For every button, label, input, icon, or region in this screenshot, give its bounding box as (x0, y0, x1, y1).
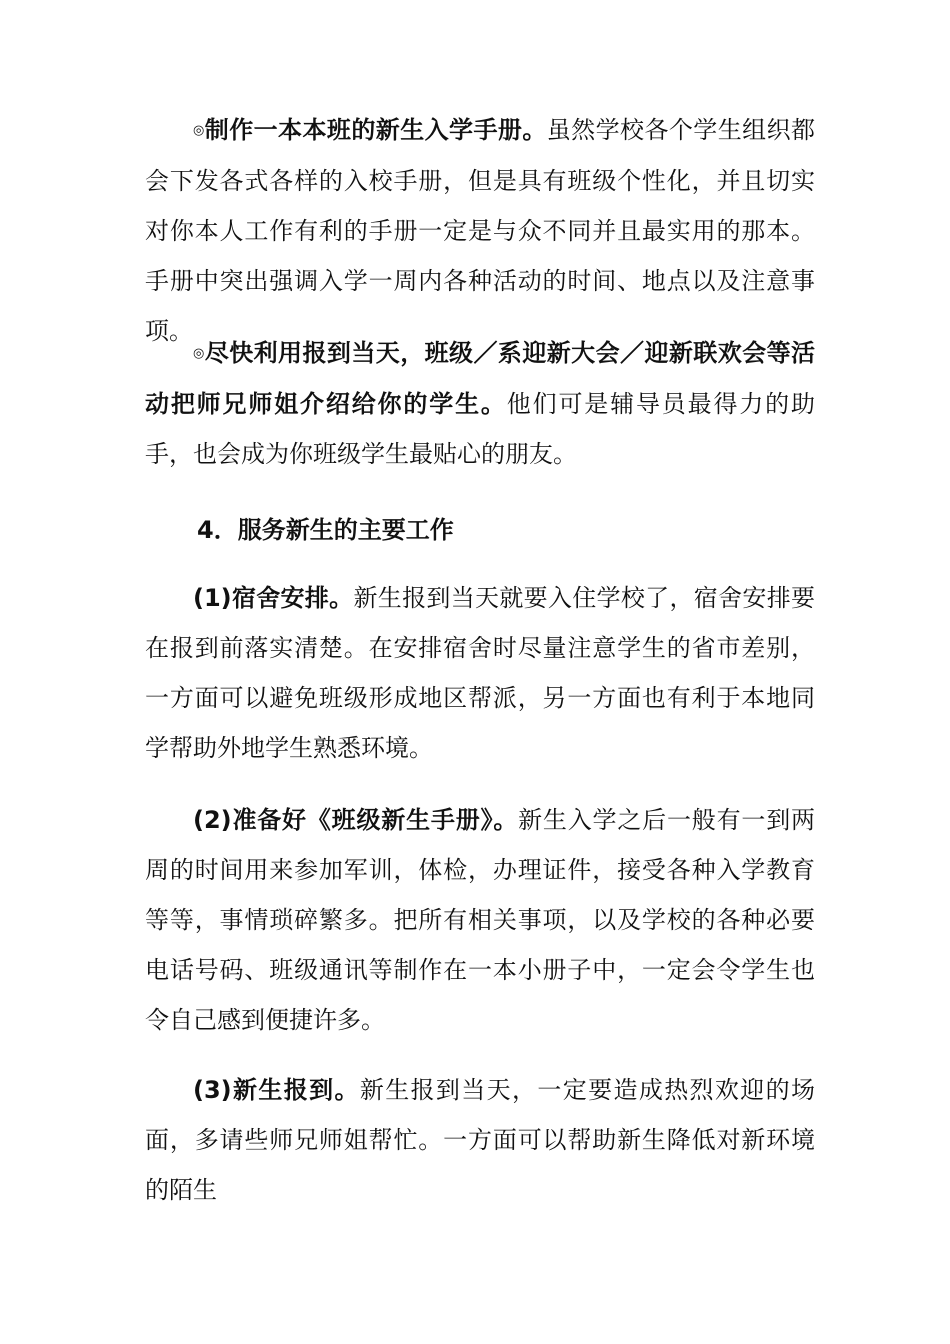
item-bold-lead: (3)新生报到。 (193, 1076, 360, 1104)
paragraph-introduce-seniors (145, 328, 815, 479)
item-body: 新生报到当天就要入住学校了，宿舍安排要在报到前落实清楚。在安排宿舍时尽量注意学生的省市差别，一方面可以避免班级形成地区帮派，另一方面也有利于本地同学帮助外地学生熟悉环境。 (145, 584, 816, 762)
section-heading: 4．服务新生的主要工作 (197, 516, 454, 544)
paragraph-handbook (145, 105, 815, 356)
item-registration (145, 1065, 815, 1215)
item-bold-lead: (1)宿舍安排。 (193, 584, 354, 612)
paragraph-bold-lead: 制作一本本班的新生入学手册。 (204, 116, 547, 144)
item-body: 新生报到当天，一定要造成热烈欢迎的场面，多请些师兄师姐帮忙。一方面可以帮助新生降低对新环境的陌生 (145, 1076, 816, 1204)
item-body: 新生入学之后一般有一到两周的时间用来参加军训，体检，办理证件，接受各种入学教育等等，事情琐碎繁多。把所有相关事项，以及学校的各种必要电话号码、班级通讯等制作在一本小册子中，一定会令学生也令自己感到便捷许多。 (145, 806, 815, 1034)
item-class-handbook (145, 795, 815, 1045)
paragraph-bold-lead: 尽快利用报到当天，班级／系迎新大会／迎新联欢会等活动把师兄师姐介绍给你的学生。 (145, 339, 816, 418)
paragraph-body: 虽然学校各个学生组织都会下发各式各样的入校手册，但是具有班级个性化，并且切实对你本人工作有利的手册一定是与众不同并且最实用的那本。手册中突出强调入学一周内各种活动的时间、地点以及注意事项。 (145, 116, 816, 345)
paragraph-body: 他们可是辅导员最得力的助手，也会成为你班级学生最贴心的朋友。 (145, 390, 816, 468)
bullet-icon: ◎ (193, 123, 205, 138)
item-bold-lead: (2)准备好《班级新生手册》。 (193, 806, 519, 834)
bullet-icon: ◎ (193, 346, 205, 361)
item-dormitory (145, 573, 815, 773)
